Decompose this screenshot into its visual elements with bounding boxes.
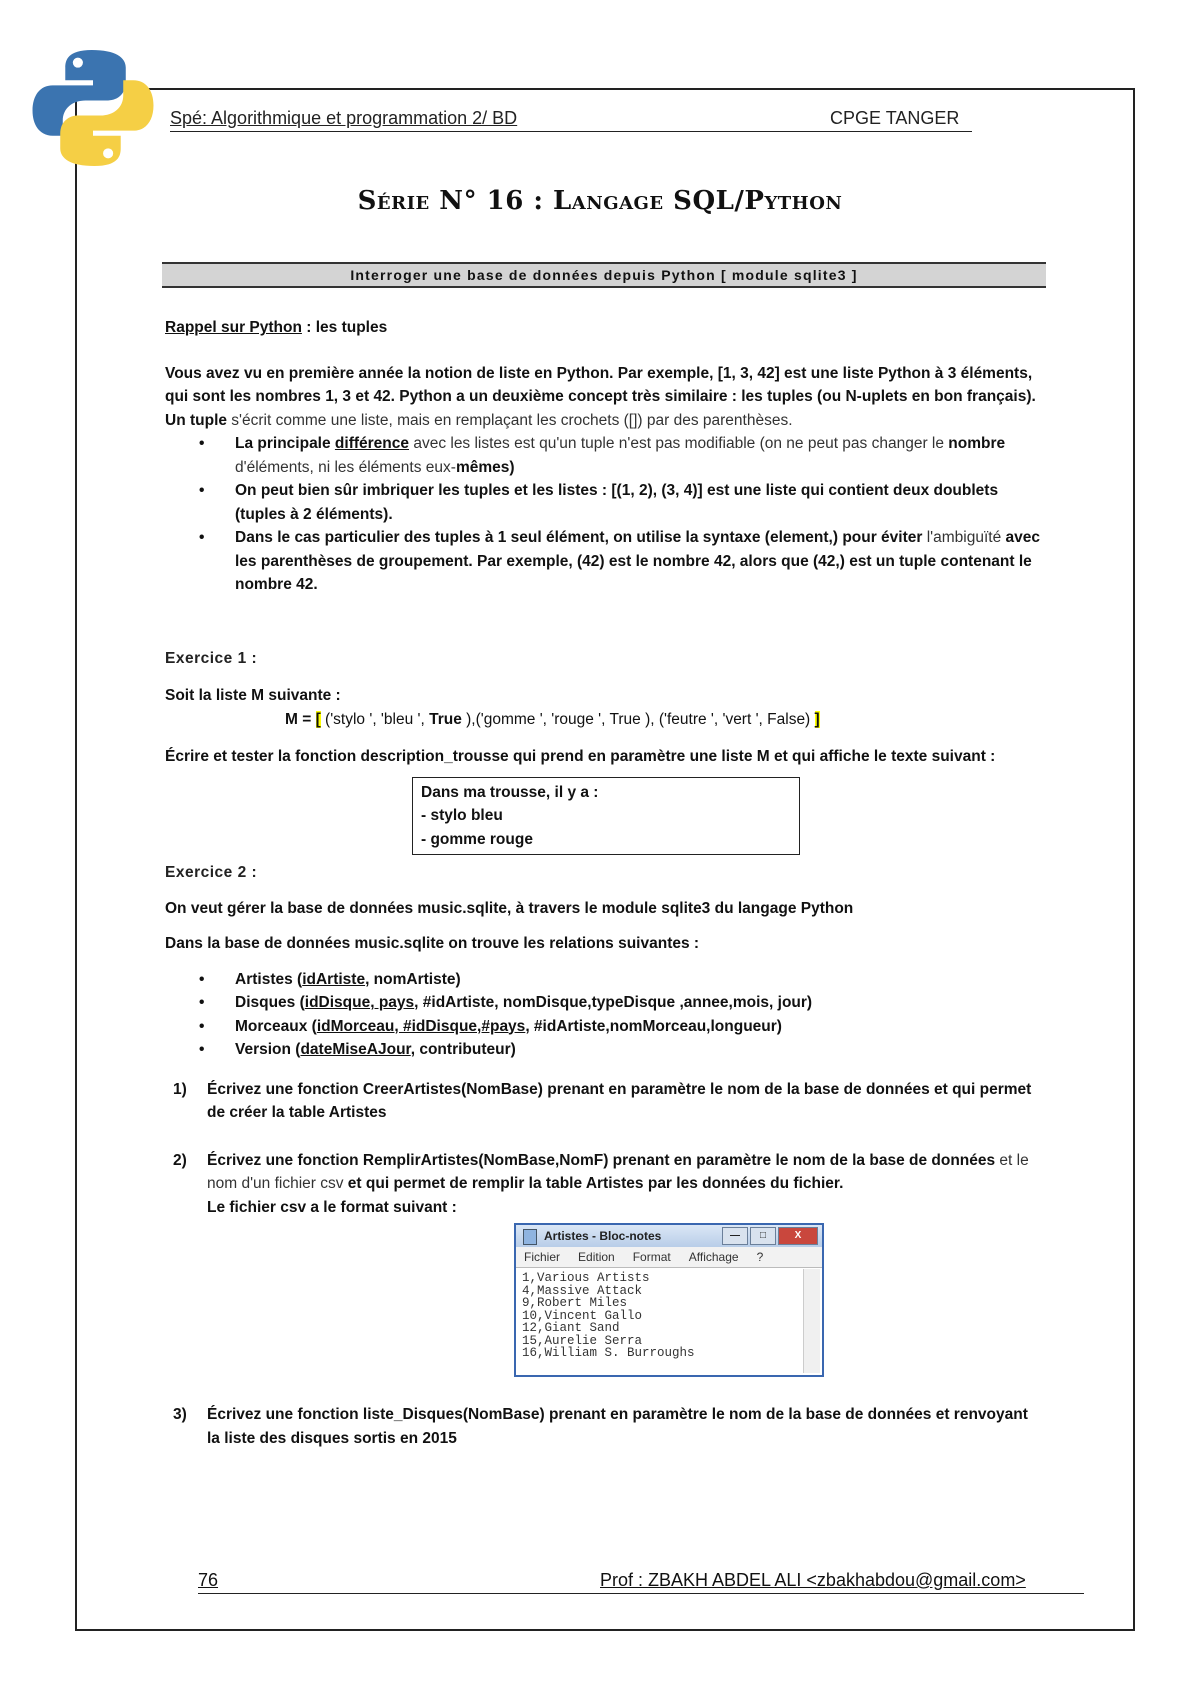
relation-attrs: , nomArtiste) — [365, 970, 461, 988]
exercise-1-label: Exercice 1 : — [165, 649, 258, 667]
module-name: sqlite3 — [661, 899, 711, 917]
csv-line: 9,Robert Miles — [522, 1296, 628, 1310]
m-body-2: ),('gomme ', 'rouge ', True ), ('feutre ', 'vert ', False) — [461, 710, 815, 728]
bullet-1-a: La principale — [235, 435, 335, 452]
m-true: True — [429, 710, 462, 728]
task-function: description_trousse — [360, 748, 509, 765]
q2-text-d: et qui permet de remplir la table Artistes par les données du fichier. — [343, 1175, 844, 1192]
relation-name: Version ( — [235, 1041, 301, 1058]
intro-text: Vous avez vu en première année la notion de liste en Python. Par exemple, [1, 3, 42] est une liste Python à 3 éléments, qui sont les nombres 1, 3 et 42. Python a un deuxième concept très similaire : les tuples (ou N-uplets en bon français). Un tuple — [165, 364, 1036, 429]
relation-name: Artistes ( — [235, 970, 303, 988]
relation-keys: idArtiste — [302, 970, 366, 988]
rappel-heading — [165, 316, 1045, 340]
intro-text-2: s'écrit comme une liste, mais en remplaçant les crochets ([]) par des parenthèses. — [227, 411, 793, 429]
q1-text-b: prenant en paramètre le nom de la base de données et qui permet de créer la table Artistes — [207, 1080, 1032, 1121]
rel-text-b: on trouve les relations suivantes : — [444, 935, 700, 952]
tuple-bullets — [165, 432, 1045, 597]
exercise-1-task — [165, 745, 1045, 769]
footer-author: Prof : ZBAKH ABDEL ALI <zbakhabdou@gmail.com> — [600, 1570, 1026, 1590]
notepad-window — [514, 1223, 824, 1377]
rel-text-a: Dans la base de données — [165, 935, 355, 952]
page-number: 76 — [198, 1570, 219, 1590]
header-rule — [170, 131, 972, 132]
relation-morceaux — [235, 1015, 1045, 1039]
header-school: CPGE TANGER — [830, 108, 960, 128]
question-number: 1) — [173, 1080, 187, 1098]
bullet-3-b: l'ambiguïté — [926, 529, 1002, 546]
task-text-a: Écrire et tester la fonction — [165, 748, 361, 765]
ex2-text-c: du langage Python — [710, 899, 854, 917]
header-course: Spé: Algorithmique et programmation 2/ BD — [170, 108, 518, 128]
relation-artistes — [235, 968, 1045, 992]
intro-paragraph — [165, 362, 1045, 433]
db-name: music.sqlite — [417, 899, 507, 917]
csv-line: 12,Giant Sand — [522, 1321, 620, 1335]
q2-function: RemplirArtistes(NomBase,NomF) — [362, 1151, 609, 1169]
question-number: 3) — [173, 1406, 187, 1423]
menu-format[interactable]: Format — [632, 1250, 671, 1264]
menu-help[interactable]: ? — [756, 1250, 764, 1264]
rappel-label: Rappel sur Python — [165, 319, 302, 336]
db-name: music.sqlite — [354, 935, 445, 952]
minimize-icon[interactable]: — — [722, 1227, 748, 1245]
python-logo-icon — [30, 45, 156, 171]
list-m-definition — [165, 708, 1045, 732]
q1-text-a: Écrivez une fonction — [207, 1080, 363, 1098]
q3-text-b: prenant en paramètre le nom de la base de données et renvoyant la liste des disques sortis en 2015 — [207, 1406, 1028, 1447]
page-title: Série N° 16 : Langage SQL/Python — [357, 186, 843, 216]
bullet-1-d: nombre — [948, 435, 1006, 452]
footer-rule — [198, 1593, 1084, 1594]
q3-function: liste_Disques(NomBase) — [362, 1406, 545, 1423]
q2-text-b: prenant en paramètre le nom de la base de données — [608, 1151, 996, 1169]
window-controls — [722, 1227, 818, 1245]
q1-function: CreerArtistes(NomBase) — [362, 1080, 543, 1098]
question-2 — [165, 1149, 1045, 1378]
relation-name: Morceaux ( — [235, 1017, 317, 1035]
notepad-titlebar — [516, 1225, 822, 1247]
relation-attrs: , #idArtiste, nomDisque,typeDisque ,annee,mois, jour) — [414, 994, 813, 1011]
bullet-1-b: différence — [334, 435, 410, 452]
relation-disques — [235, 991, 1045, 1015]
csv-line: 10,Vincent Gallo — [522, 1308, 643, 1323]
notepad-title: Artistes - Bloc-notes — [544, 1229, 662, 1243]
close-icon[interactable]: X — [778, 1227, 818, 1245]
relations-list — [165, 968, 1045, 1062]
section-banner: Interroger une base de données depuis Python [ module sqlite3 ] — [162, 262, 1046, 288]
rappel-rest: : les tuples — [301, 319, 388, 336]
output-line: Dans ma trousse, il y a : — [421, 783, 599, 801]
document-body — [165, 316, 1045, 1450]
csv-line: 4,Massive Attack — [522, 1283, 643, 1298]
exercise-1-intro: Soit la liste M suivante : — [165, 687, 341, 704]
relation-attrs: , #idArtiste,nomMorceau,longueur) — [525, 1017, 782, 1035]
bullet-1-f: mêmes) — [455, 458, 515, 476]
q2-text-c: et le nom d'un fichier csv — [207, 1151, 1029, 1192]
menu-affichage[interactable]: Affichage — [688, 1250, 739, 1264]
relations-intro — [165, 932, 1045, 956]
ex2-text-b: , à travers le module — [506, 899, 662, 917]
relation-keys: idDisque, pays — [304, 994, 415, 1011]
ex2-text-a: On veut gérer la base de données — [165, 899, 418, 917]
relation-keys: dateMiseAJour — [300, 1041, 411, 1058]
csv-format-label: Le fichier csv a le format suivant : — [207, 1198, 457, 1216]
bullet-3-c: avec les parenthèses de groupement. Par exemple, (42) est le nombre 42, alors que (42,) est un tuple contenant le nombre 42. — [235, 529, 1041, 593]
notepad-icon — [523, 1229, 537, 1245]
bullet-difference — [235, 432, 1045, 479]
maximize-icon[interactable]: □ — [750, 1227, 776, 1245]
m-close-bracket: ] — [814, 710, 820, 728]
m-open-bracket: [ — [315, 710, 321, 728]
bullet-nesting: • On peut bien sûr imbriquer les tuples et les listes : [(1, 2), (3, 4)] est une liste qui contient deux doublets (tuples à 2 éléments). — [235, 479, 1045, 526]
exercise-2-label: Exercice 2 : — [165, 864, 258, 881]
q2-text-a: Écrivez une fonction — [207, 1151, 363, 1169]
bullet-single — [235, 526, 1045, 597]
m-prefix: M = — [285, 710, 316, 728]
vertical-scrollbar[interactable] — [803, 1269, 820, 1373]
menu-fichier[interactable]: Fichier — [524, 1250, 561, 1264]
bullet-1-e: d'éléments, ni les éléments eux- — [235, 458, 456, 476]
question-number: 2) — [173, 1151, 187, 1169]
notepad-menubar — [516, 1247, 822, 1268]
m-body-1: ('stylo ', 'bleu ', — [320, 710, 430, 728]
relation-keys: idMorceau, #idDisque,#pays — [316, 1017, 526, 1035]
csv-line: 1,Various Artists — [522, 1271, 650, 1285]
csv-line: 16,William S. Burroughs — [522, 1346, 695, 1360]
csv-line: 15,Aurelie Serra — [522, 1333, 643, 1348]
exercise-2-intro — [165, 897, 1045, 921]
expected-output-box — [412, 777, 800, 856]
relation-version — [235, 1038, 1045, 1062]
questions-list — [165, 1078, 1045, 1451]
bullet-3-a: Dans le cas particulier des tuples à 1 seul élément, on utilise la syntaxe (element,) pour éviter — [235, 529, 927, 546]
question-3 — [165, 1403, 1045, 1450]
question-1 — [165, 1078, 1045, 1125]
output-line: - stylo bleu — [421, 807, 503, 824]
output-line: - gomme rouge — [421, 830, 533, 848]
task-text-b: qui prend en paramètre une liste M et qui affiche le texte suivant : — [508, 748, 996, 765]
notepad-text-area[interactable] — [516, 1268, 822, 1364]
relation-name: Disques ( — [235, 994, 305, 1011]
q3-text-a: Écrivez une fonction — [207, 1406, 363, 1423]
menu-edition[interactable]: Edition — [578, 1250, 615, 1264]
bullet-1-c: avec les listes est qu'un tuple n'est pas modifiable (on ne peut pas changer le — [409, 435, 949, 452]
relation-attrs: , contributeur) — [410, 1041, 516, 1058]
